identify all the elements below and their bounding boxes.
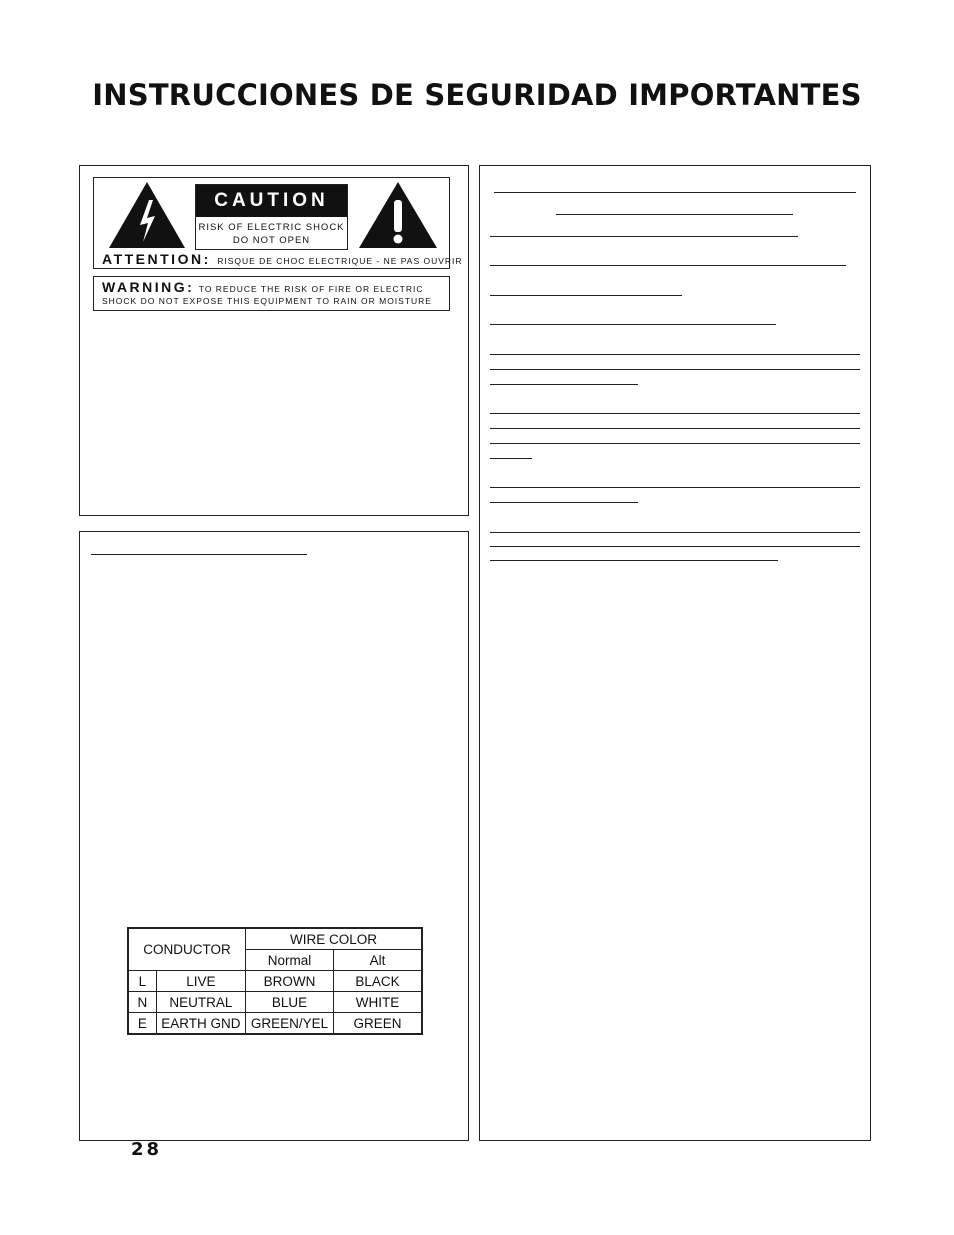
text-rule: [490, 546, 860, 547]
conductor-code: E: [128, 1013, 156, 1035]
text-rule: [490, 369, 860, 370]
wiring-panel: [79, 531, 469, 1141]
page-number: 28: [131, 1139, 163, 1160]
conductor-name: NEUTRAL: [156, 992, 245, 1013]
caution-panel: [79, 165, 469, 516]
instructions-panel: [479, 165, 871, 1141]
caution-block: [195, 184, 348, 250]
text-rule: [490, 384, 638, 385]
attention-line: [102, 251, 463, 269]
text-rule: [490, 265, 846, 266]
conductor-name: EARTH GND: [156, 1013, 245, 1035]
conductor-code: N: [128, 992, 156, 1013]
table-row: [128, 992, 422, 1013]
warning-label: [93, 276, 450, 311]
conductor-name: LIVE: [156, 971, 245, 992]
conductor-code: L: [128, 971, 156, 992]
text-rule: [490, 443, 860, 444]
wire-color-table: [127, 927, 423, 1035]
subheading-rule: [556, 214, 793, 215]
text-rule: [490, 502, 638, 503]
attention-label: ATTENTION:: [102, 251, 211, 267]
text-rule: [490, 560, 778, 561]
alt-color: BLACK: [334, 971, 423, 992]
warning-text-line1: TO REDUCE THE RISK OF FIRE OR ELECTRIC: [198, 284, 424, 294]
table-row: [128, 1013, 422, 1035]
text-rule: [490, 458, 532, 459]
attention-text: RISQUE DE CHOC ELECTRIQUE - NE PAS OUVRIR: [217, 256, 463, 266]
lightning-warning-icon: [107, 180, 187, 250]
text-rule: [490, 413, 860, 414]
normal-color: GREEN/YEL: [246, 1013, 334, 1035]
caution-sub-line1: RISK OF ELECTRIC SHOCK: [198, 222, 345, 233]
heading-rule: [91, 554, 307, 555]
alt-color: WHITE: [334, 992, 423, 1013]
alt-color: GREEN: [334, 1013, 423, 1035]
normal-header: Normal: [246, 950, 334, 971]
normal-color: BROWN: [246, 971, 334, 992]
text-rule: [490, 295, 682, 296]
text-rule: [490, 354, 860, 355]
wire-color-header: WIRE COLOR: [246, 928, 423, 950]
warning-label-title: WARNING:: [102, 279, 195, 295]
normal-color: BLUE: [246, 992, 334, 1013]
warning-text-line2: SHOCK DO NOT EXPOSE THIS EQUIPMENT TO RAIN OR MOISTURE: [102, 296, 432, 306]
table-row: [128, 971, 422, 992]
caution-sub-line2: DO NOT OPEN: [232, 235, 311, 246]
caution-heading: CAUTION: [196, 185, 347, 217]
text-rule: [490, 236, 798, 237]
alt-header: Alt: [334, 950, 423, 971]
caution-label: [93, 177, 463, 269]
text-rule: [490, 324, 776, 325]
page-title: INSTRUCCIONES DE SEGURIDAD IMPORTANTES: [92, 78, 862, 112]
text-rule: [490, 532, 860, 533]
conductor-header: CONDUCTOR: [128, 928, 246, 971]
heading-rule: [494, 192, 856, 193]
text-rule: [490, 487, 860, 488]
text-rule: [490, 428, 860, 429]
exclamation-warning-icon: [357, 180, 439, 250]
